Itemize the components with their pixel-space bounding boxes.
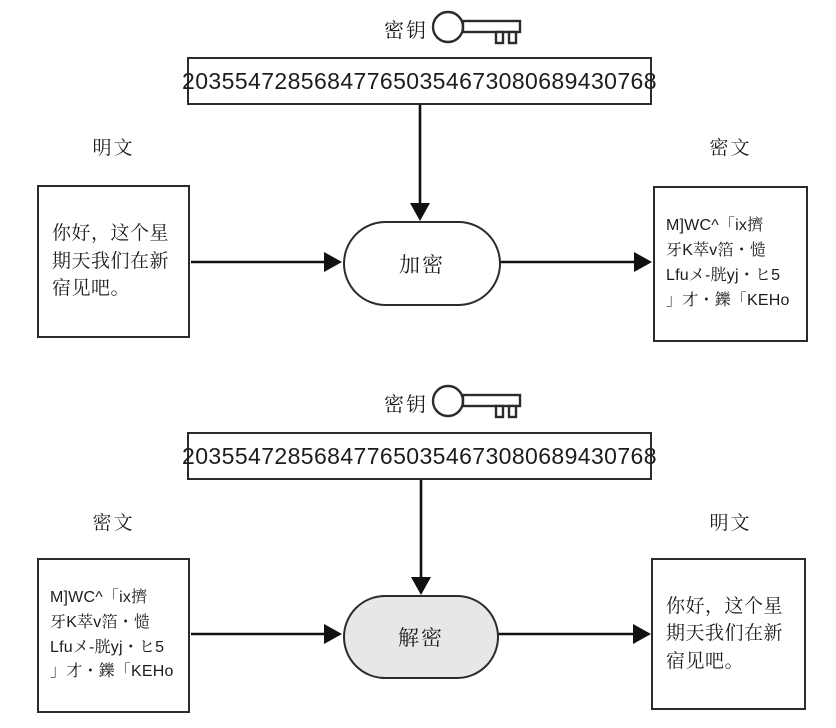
- ciphertext-box: [653, 186, 808, 342]
- ciphertext-line: 牙K萃v箔・慥: [666, 242, 767, 260]
- arrow-plaintext-to-encrypt: [191, 252, 342, 272]
- arrow-decrypt-to-plaintext: [495, 624, 651, 644]
- plaintext-line: 你好，这个星: [52, 223, 170, 245]
- ciphertext-line: 」才・鑠「KEHo: [50, 663, 174, 681]
- plaintext-line: 你好，这个星: [666, 595, 784, 617]
- plaintext-line: 宿见吧。: [666, 650, 745, 672]
- key-label: 密钥: [384, 393, 428, 416]
- ciphertext-line: M]WC^「ix擠: [666, 217, 764, 235]
- ciphertext-line: 」才・鑠「KEHo: [666, 291, 790, 309]
- plaintext-line: 宿见吧。: [52, 278, 131, 300]
- plaintext-box: [37, 185, 190, 338]
- decryption-key-header: [384, 380, 526, 424]
- arrow-key-to-decrypt: [411, 476, 431, 595]
- arrow-encrypt-to-ciphertext: [497, 252, 652, 272]
- plaintext-line: 期天我们在新: [666, 623, 784, 645]
- decryption-key-value-box: 203554728568477650354673080689430768: [187, 432, 652, 480]
- arrow-ciphertext-to-decrypt: [191, 624, 342, 644]
- ciphertext-line: Lfuメ-胱yj・ヒ5: [666, 267, 781, 284]
- encryption-key-value-box: 203554728568477650354673080689430768: [187, 57, 652, 105]
- encrypt-process-node: 加密: [343, 221, 501, 306]
- plaintext-label: 明文: [709, 513, 752, 534]
- ciphertext-line: M]WC^「ix擠: [50, 588, 148, 606]
- key-icon: [430, 6, 526, 50]
- decrypt-process-node: 解密: [343, 595, 499, 679]
- ciphertext-box: [37, 558, 190, 713]
- key-icon: [430, 380, 526, 424]
- plaintext-label: 明文: [92, 138, 135, 159]
- ciphertext-label: 密文: [92, 513, 135, 534]
- encryption-key-header: [384, 6, 526, 50]
- ciphertext-label: 密文: [709, 138, 752, 159]
- arrow-key-to-encrypt: [410, 101, 430, 221]
- plaintext-line: 期天我们在新: [52, 250, 170, 272]
- ciphertext-line: Lfuメ-胱yj・ヒ5: [50, 638, 165, 656]
- key-label: 密钥: [384, 19, 428, 42]
- ciphertext-line: 牙K萃v箔・慥: [50, 613, 151, 631]
- plaintext-box: [651, 558, 806, 710]
